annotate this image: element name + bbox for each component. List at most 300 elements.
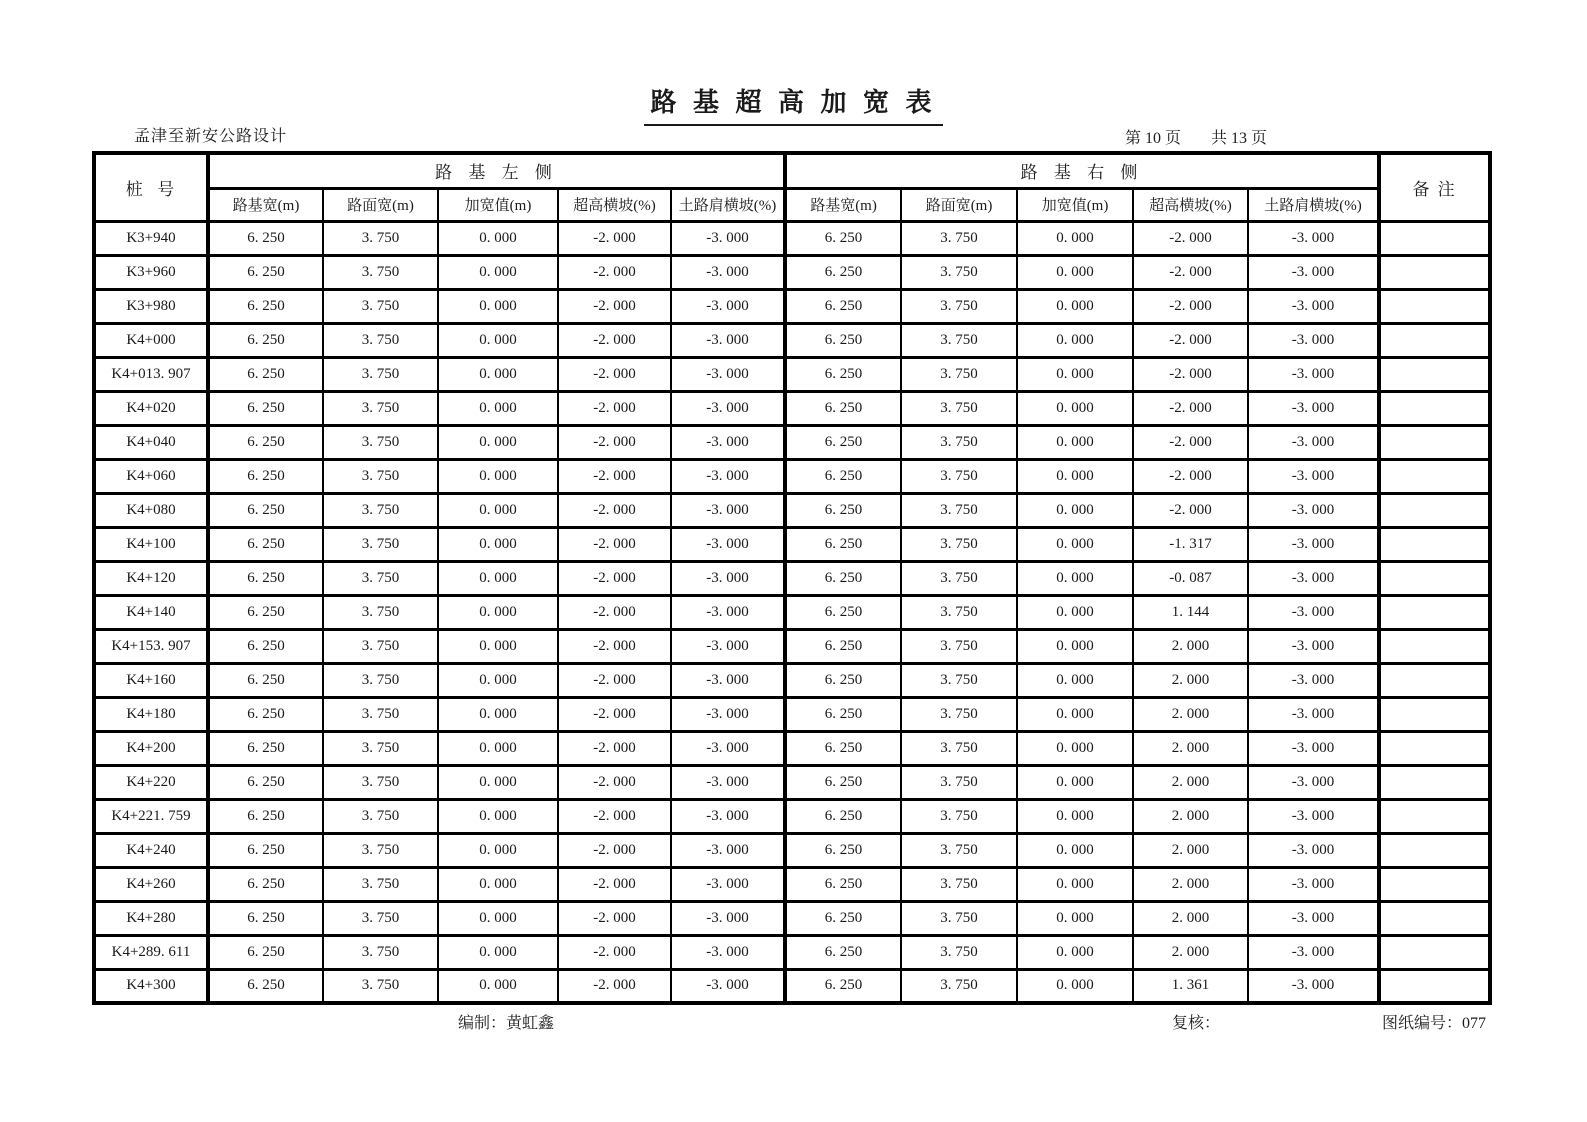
table-row: [94, 629, 1490, 663]
value-cell: 6. 250: [785, 357, 901, 391]
table-header: [94, 153, 1490, 221]
value-cell: -2. 000: [1133, 425, 1248, 459]
stake-cell: K4+260: [94, 867, 208, 901]
value-cell: -3. 000: [1248, 799, 1379, 833]
value-cell: -2. 000: [558, 799, 671, 833]
value-cell: 6. 250: [785, 867, 901, 901]
value-cell: 2. 000: [1133, 799, 1248, 833]
value-cell: -2. 000: [558, 493, 671, 527]
value-cell: 0. 000: [1017, 527, 1133, 561]
value-cell: 3. 750: [323, 221, 438, 255]
value-cell: 3. 750: [323, 629, 438, 663]
value-cell: 6. 250: [785, 561, 901, 595]
value-cell: -3. 000: [1248, 391, 1379, 425]
stake-cell: K3+980: [94, 289, 208, 323]
value-cell: -2. 000: [558, 731, 671, 765]
value-cell: -2. 000: [558, 901, 671, 935]
value-cell: 3. 750: [901, 731, 1017, 765]
col-header-right-pavement-width: 路面宽(m): [901, 188, 1017, 221]
value-cell: -2. 000: [1133, 323, 1248, 357]
table-row: [94, 731, 1490, 765]
value-cell: 0. 000: [438, 561, 558, 595]
value-cell: 6. 250: [785, 459, 901, 493]
value-cell: 2. 000: [1133, 697, 1248, 731]
value-cell: -2. 000: [1133, 357, 1248, 391]
remark-cell: [1379, 391, 1490, 425]
value-cell: 0. 000: [1017, 459, 1133, 493]
value-cell: 3. 750: [901, 935, 1017, 969]
value-cell: 2. 000: [1133, 867, 1248, 901]
value-cell: -3. 000: [671, 697, 785, 731]
group-header-right: 路 基 右 侧: [785, 153, 1379, 188]
value-cell: 3. 750: [323, 799, 438, 833]
value-cell: 0. 000: [438, 391, 558, 425]
remark-cell: [1379, 561, 1490, 595]
stake-cell: K4+140: [94, 595, 208, 629]
value-cell: 2. 000: [1133, 935, 1248, 969]
value-cell: 6. 250: [785, 527, 901, 561]
value-cell: 6. 250: [208, 357, 323, 391]
value-cell: -2. 000: [558, 561, 671, 595]
table-row: [94, 901, 1490, 935]
value-cell: 1. 361: [1133, 969, 1248, 1003]
value-cell: 3. 750: [901, 459, 1017, 493]
value-cell: -3. 000: [671, 969, 785, 1003]
remark-cell: [1379, 425, 1490, 459]
value-cell: 3. 750: [901, 595, 1017, 629]
stake-cell: K4+080: [94, 493, 208, 527]
value-cell: 0. 000: [438, 867, 558, 901]
col-header-stake: 桩 号: [94, 153, 208, 221]
value-cell: 0. 000: [438, 459, 558, 493]
value-cell: 3. 750: [323, 255, 438, 289]
value-cell: 0. 000: [438, 595, 558, 629]
value-cell: 6. 250: [785, 221, 901, 255]
remark-cell: [1379, 493, 1490, 527]
value-cell: -3. 000: [671, 255, 785, 289]
value-cell: 0. 000: [1017, 221, 1133, 255]
value-cell: -2. 000: [558, 357, 671, 391]
col-header-right-shoulder-slope: 土路肩横坡(%): [1248, 188, 1379, 221]
value-cell: 3. 750: [901, 527, 1017, 561]
remark-cell: [1379, 289, 1490, 323]
value-cell: 2. 000: [1133, 629, 1248, 663]
value-cell: 6. 250: [208, 663, 323, 697]
compiled-by-label: 编制：: [458, 1015, 507, 1032]
value-cell: 0. 000: [1017, 629, 1133, 663]
table-row: [94, 459, 1490, 493]
value-cell: 6. 250: [785, 765, 901, 799]
value-cell: 6. 250: [785, 323, 901, 357]
col-header-remark: 备 注: [1379, 153, 1490, 221]
stake-cell: K4+120: [94, 561, 208, 595]
value-cell: 3. 750: [323, 357, 438, 391]
value-cell: 6. 250: [208, 289, 323, 323]
value-cell: 3. 750: [901, 697, 1017, 731]
value-cell: 0. 000: [438, 663, 558, 697]
value-cell: 3. 750: [323, 901, 438, 935]
value-cell: -2. 000: [558, 697, 671, 731]
value-cell: 0. 000: [1017, 357, 1133, 391]
value-cell: 6. 250: [785, 935, 901, 969]
value-cell: 2. 000: [1133, 901, 1248, 935]
value-cell: 0. 000: [438, 255, 558, 289]
value-cell: -3. 000: [671, 663, 785, 697]
table-row: [94, 561, 1490, 595]
value-cell: 6. 250: [208, 935, 323, 969]
value-cell: 0. 000: [438, 527, 558, 561]
value-cell: -3. 000: [671, 799, 785, 833]
value-cell: -3. 000: [671, 833, 785, 867]
value-cell: 3. 750: [323, 935, 438, 969]
value-cell: 6. 250: [785, 833, 901, 867]
page-info: [1125, 125, 1267, 148]
remark-cell: [1379, 323, 1490, 357]
value-cell: 3. 750: [901, 357, 1017, 391]
value-cell: -2. 000: [1133, 459, 1248, 493]
value-cell: 3. 750: [901, 765, 1017, 799]
value-cell: 3. 750: [901, 493, 1017, 527]
value-cell: -1. 317: [1133, 527, 1248, 561]
value-cell: -3. 000: [1248, 459, 1379, 493]
remark-cell: [1379, 969, 1490, 1003]
value-cell: 0. 000: [438, 221, 558, 255]
remark-cell: [1379, 595, 1490, 629]
value-cell: 0. 000: [1017, 561, 1133, 595]
value-cell: 0. 000: [438, 289, 558, 323]
value-cell: -3. 000: [1248, 595, 1379, 629]
value-cell: 6. 250: [208, 255, 323, 289]
value-cell: 3. 750: [901, 289, 1017, 323]
value-cell: 0. 000: [438, 969, 558, 1003]
value-cell: 0. 000: [438, 901, 558, 935]
col-header-left-widening: 加宽值(m): [438, 188, 558, 221]
value-cell: -3. 000: [1248, 255, 1379, 289]
value-cell: 6. 250: [208, 765, 323, 799]
stake-cell: K4+200: [94, 731, 208, 765]
value-cell: 3. 750: [901, 867, 1017, 901]
remark-cell: [1379, 731, 1490, 765]
value-cell: -2. 000: [558, 935, 671, 969]
value-cell: 0. 000: [1017, 493, 1133, 527]
value-cell: 6. 250: [785, 901, 901, 935]
value-cell: 0. 000: [1017, 323, 1133, 357]
value-cell: -2. 000: [558, 663, 671, 697]
value-cell: 0. 000: [1017, 799, 1133, 833]
value-cell: -2. 000: [1133, 493, 1248, 527]
remark-cell: [1379, 833, 1490, 867]
value-cell: 0. 000: [1017, 969, 1133, 1003]
stake-cell: K4+180: [94, 697, 208, 731]
value-cell: 3. 750: [901, 323, 1017, 357]
value-cell: 3. 750: [323, 561, 438, 595]
stake-cell: K4+020: [94, 391, 208, 425]
value-cell: 3. 750: [323, 731, 438, 765]
stake-cell: K4+040: [94, 425, 208, 459]
header-row-groups: [94, 153, 1490, 188]
col-header-left-shoulder-slope: 土路肩横坡(%): [671, 188, 785, 221]
table-row: [94, 663, 1490, 697]
table-row: [94, 255, 1490, 289]
value-cell: 6. 250: [785, 969, 901, 1003]
value-cell: -2. 000: [558, 765, 671, 799]
value-cell: -3. 000: [671, 731, 785, 765]
value-cell: -3. 000: [671, 391, 785, 425]
value-cell: -3. 000: [671, 595, 785, 629]
value-cell: 0. 000: [438, 323, 558, 357]
value-cell: 6. 250: [785, 799, 901, 833]
value-cell: 6. 250: [785, 731, 901, 765]
value-cell: 0. 000: [1017, 731, 1133, 765]
value-cell: 6. 250: [785, 493, 901, 527]
value-cell: -2. 000: [558, 969, 671, 1003]
value-cell: -2. 000: [1133, 221, 1248, 255]
value-cell: 3. 750: [323, 323, 438, 357]
value-cell: -3. 000: [671, 357, 785, 391]
value-cell: 0. 000: [1017, 935, 1133, 969]
value-cell: 3. 750: [323, 867, 438, 901]
value-cell: 0. 000: [1017, 391, 1133, 425]
value-cell: 3. 750: [901, 425, 1017, 459]
page-total: 共 13 页: [1211, 130, 1268, 147]
value-cell: -3. 000: [671, 425, 785, 459]
value-cell: 0. 000: [438, 425, 558, 459]
remark-cell: [1379, 629, 1490, 663]
value-cell: -2. 000: [558, 833, 671, 867]
value-cell: -2. 000: [558, 595, 671, 629]
value-cell: -3. 000: [671, 527, 785, 561]
value-cell: 0. 000: [438, 493, 558, 527]
stake-cell: K4+013. 907: [94, 357, 208, 391]
value-cell: -3. 000: [1248, 221, 1379, 255]
value-cell: -3. 000: [1248, 527, 1379, 561]
value-cell: 6. 250: [208, 595, 323, 629]
superelevation-widening-table: [92, 151, 1492, 1005]
value-cell: -3. 000: [671, 629, 785, 663]
value-cell: 3. 750: [901, 799, 1017, 833]
value-cell: -3. 000: [671, 561, 785, 595]
value-cell: -3. 000: [1248, 493, 1379, 527]
value-cell: -3. 000: [1248, 663, 1379, 697]
remark-cell: [1379, 901, 1490, 935]
remark-cell: [1379, 867, 1490, 901]
remark-cell: [1379, 935, 1490, 969]
value-cell: -3. 000: [1248, 901, 1379, 935]
value-cell: -2. 000: [558, 425, 671, 459]
drawing-number-label: 图纸编号：: [1382, 1015, 1463, 1032]
page-title: 路 基 超 高 加 宽 表: [644, 82, 942, 126]
value-cell: -2. 000: [558, 323, 671, 357]
value-cell: 6. 250: [785, 289, 901, 323]
stake-cell: K4+289. 611: [94, 935, 208, 969]
value-cell: 6. 250: [785, 595, 901, 629]
stake-cell: K4+280: [94, 901, 208, 935]
value-cell: 3. 750: [323, 289, 438, 323]
col-header-left-pavement-width: 路面宽(m): [323, 188, 438, 221]
stake-cell: K4+300: [94, 969, 208, 1003]
value-cell: -3. 000: [1248, 833, 1379, 867]
value-cell: 6. 250: [208, 221, 323, 255]
value-cell: -2. 000: [558, 391, 671, 425]
value-cell: 0. 000: [1017, 425, 1133, 459]
compiled-by: [458, 1010, 554, 1033]
value-cell: 3. 750: [323, 697, 438, 731]
value-cell: 0. 000: [1017, 255, 1133, 289]
table-row: [94, 969, 1490, 1003]
value-cell: -3. 000: [671, 901, 785, 935]
table-row: [94, 799, 1490, 833]
col-header-left-base-width: 路基宽(m): [208, 188, 323, 221]
value-cell: -3. 000: [671, 867, 785, 901]
table-row: [94, 527, 1490, 561]
value-cell: 3. 750: [901, 629, 1017, 663]
table-row: [94, 935, 1490, 969]
value-cell: 3. 750: [901, 561, 1017, 595]
value-cell: 2. 000: [1133, 731, 1248, 765]
value-cell: 3. 750: [323, 595, 438, 629]
value-cell: 0. 000: [1017, 289, 1133, 323]
value-cell: -2. 000: [558, 867, 671, 901]
remark-cell: [1379, 527, 1490, 561]
reviewed-by: [1172, 1010, 1220, 1033]
value-cell: 0. 000: [438, 357, 558, 391]
value-cell: 3. 750: [323, 969, 438, 1003]
table-row: [94, 289, 1490, 323]
value-cell: 0. 000: [1017, 833, 1133, 867]
value-cell: 3. 750: [323, 527, 438, 561]
value-cell: -3. 000: [671, 765, 785, 799]
group-header-left: 路 基 左 侧: [208, 153, 785, 188]
value-cell: -3. 000: [671, 493, 785, 527]
remark-cell: [1379, 697, 1490, 731]
table-row: [94, 867, 1490, 901]
value-cell: 0. 000: [438, 833, 558, 867]
value-cell: 3. 750: [323, 459, 438, 493]
table-row: [94, 357, 1490, 391]
remark-cell: [1379, 459, 1490, 493]
remark-cell: [1379, 255, 1490, 289]
remark-cell: [1379, 765, 1490, 799]
value-cell: 6. 250: [785, 255, 901, 289]
page-number: 第 10 页: [1125, 130, 1182, 147]
value-cell: 3. 750: [323, 833, 438, 867]
value-cell: -2. 000: [558, 459, 671, 493]
value-cell: -2. 000: [558, 629, 671, 663]
remark-cell: [1379, 799, 1490, 833]
value-cell: -3. 000: [1248, 289, 1379, 323]
stake-cell: K4+220: [94, 765, 208, 799]
stake-cell: K4+000: [94, 323, 208, 357]
value-cell: -3. 000: [1248, 697, 1379, 731]
remark-cell: [1379, 663, 1490, 697]
value-cell: 0. 000: [1017, 901, 1133, 935]
value-cell: -3. 000: [671, 459, 785, 493]
stake-cell: K4+221. 759: [94, 799, 208, 833]
compiled-by-name: 黄虹鑫: [506, 1015, 555, 1032]
table-row: [94, 765, 1490, 799]
col-header-left-superelevation: 超高横坡(%): [558, 188, 671, 221]
table-row: [94, 323, 1490, 357]
value-cell: 6. 250: [208, 459, 323, 493]
value-cell: -3. 000: [671, 323, 785, 357]
value-cell: -3. 000: [1248, 731, 1379, 765]
value-cell: -2. 000: [558, 289, 671, 323]
project-name: 孟津至新安公路设计: [134, 128, 288, 145]
value-cell: 6. 250: [208, 901, 323, 935]
stake-cell: K4+153. 907: [94, 629, 208, 663]
value-cell: 0. 000: [438, 697, 558, 731]
remark-cell: [1379, 221, 1490, 255]
value-cell: 6. 250: [208, 697, 323, 731]
value-cell: -2. 000: [558, 255, 671, 289]
value-cell: 0. 000: [1017, 867, 1133, 901]
value-cell: 0. 000: [1017, 663, 1133, 697]
value-cell: -0. 087: [1133, 561, 1248, 595]
value-cell: 3. 750: [901, 833, 1017, 867]
reviewed-by-label: 复核：: [1172, 1015, 1221, 1032]
table-row: [94, 595, 1490, 629]
value-cell: -3. 000: [1248, 425, 1379, 459]
value-cell: -2. 000: [1133, 255, 1248, 289]
table-body: [94, 221, 1490, 1003]
value-cell: 6. 250: [208, 527, 323, 561]
value-cell: -3. 000: [1248, 561, 1379, 595]
value-cell: 6. 250: [785, 629, 901, 663]
value-cell: -2. 000: [1133, 289, 1248, 323]
value-cell: 2. 000: [1133, 765, 1248, 799]
value-cell: 6. 250: [208, 833, 323, 867]
value-cell: -3. 000: [1248, 765, 1379, 799]
value-cell: -3. 000: [671, 289, 785, 323]
value-cell: 2. 000: [1133, 663, 1248, 697]
value-cell: 6. 250: [208, 391, 323, 425]
value-cell: 6. 250: [208, 731, 323, 765]
value-cell: 3. 750: [901, 969, 1017, 1003]
col-header-right-widening: 加宽值(m): [1017, 188, 1133, 221]
col-header-right-superelevation: 超高横坡(%): [1133, 188, 1248, 221]
stake-cell: K3+960: [94, 255, 208, 289]
value-cell: -2. 000: [558, 221, 671, 255]
table-row: [94, 391, 1490, 425]
value-cell: 0. 000: [438, 731, 558, 765]
value-cell: 3. 750: [323, 493, 438, 527]
value-cell: 3. 750: [901, 663, 1017, 697]
value-cell: 6. 250: [785, 391, 901, 425]
value-cell: 0. 000: [438, 629, 558, 663]
table-row: [94, 697, 1490, 731]
value-cell: -3. 000: [1248, 969, 1379, 1003]
value-cell: 6. 250: [208, 425, 323, 459]
value-cell: -3. 000: [1248, 935, 1379, 969]
value-cell: 3. 750: [323, 425, 438, 459]
value-cell: 6. 250: [208, 561, 323, 595]
col-header-right-base-width: 路基宽(m): [785, 188, 901, 221]
value-cell: -3. 000: [671, 221, 785, 255]
value-cell: -2. 000: [1133, 391, 1248, 425]
value-cell: 6. 250: [208, 493, 323, 527]
stake-cell: K4+160: [94, 663, 208, 697]
value-cell: 3. 750: [901, 255, 1017, 289]
value-cell: -3. 000: [1248, 867, 1379, 901]
value-cell: 6. 250: [785, 663, 901, 697]
value-cell: 6. 250: [208, 799, 323, 833]
value-cell: 6. 250: [208, 323, 323, 357]
value-cell: 0. 000: [1017, 595, 1133, 629]
value-cell: 3. 750: [323, 765, 438, 799]
value-cell: 3. 750: [901, 901, 1017, 935]
value-cell: 6. 250: [208, 629, 323, 663]
value-cell: 6. 250: [785, 697, 901, 731]
